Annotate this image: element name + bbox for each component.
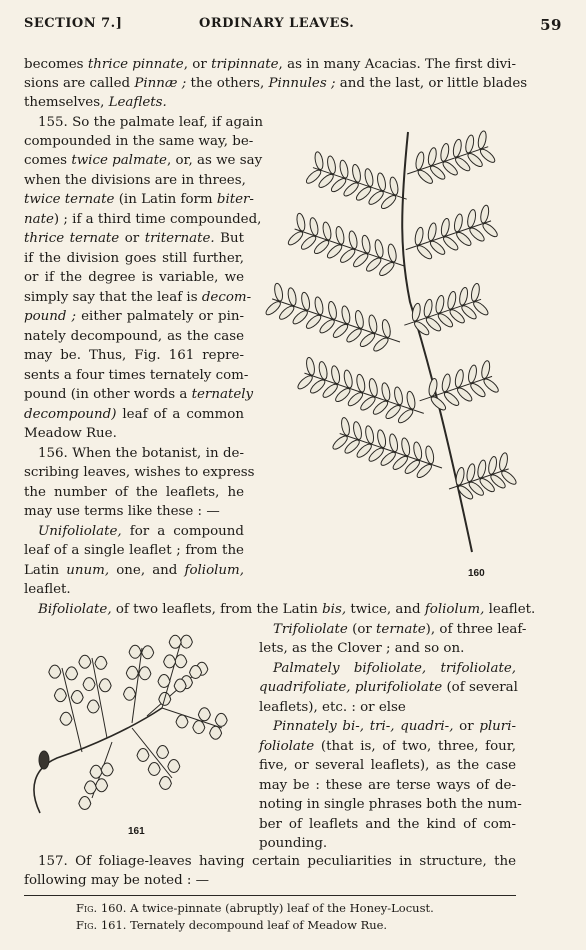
text-line: leaf of a single leaflet ; from the [24,543,244,558]
text-line: Pinnately bi-, tri-, quadri-, or pluri- [273,719,516,734]
leaflet [364,168,375,187]
leaflet [481,221,499,238]
leaflet [335,226,346,245]
chapter-title: ORDINARY LEAVES. [199,16,355,31]
text-line: 157. Of foliage-leaves having certain peculiarities in structure, the [38,854,516,869]
leaflet [381,319,392,338]
text-line: Trifoliolate (or ternate), of three leaf- [273,622,527,637]
text-line: quadrifoliate, plurifoliolate (of several [259,680,518,695]
leaflet [429,395,447,412]
leaflet [427,147,438,166]
leaflet [341,305,352,324]
leaflet [318,318,336,335]
figure-160-illustration [250,112,518,567]
leaflet [193,721,205,734]
leaflet [142,646,154,659]
leaflet [318,361,329,380]
leaflet [96,779,108,792]
leaflet [148,763,160,776]
text-line: sents a four times ternately com- [24,368,249,383]
leaflet [378,260,396,277]
leaflet [126,666,138,679]
text-line: if the division goes still further, [24,251,244,266]
leaflet [455,230,473,247]
leaflet [477,130,488,149]
leaflet [124,687,136,700]
text-line: may be. Thus, Fig. 161 repre- [24,348,244,363]
leaflet [345,327,363,344]
text-line: pound (in other words a ternately [24,387,254,402]
leaflet [139,667,151,680]
leaflet [423,299,434,318]
leaflet [469,381,487,398]
leaflet [452,139,463,158]
leaflet [157,746,169,759]
leaflet [372,336,390,353]
text-line: nately decompound, as the case [24,329,244,344]
text-line: when the divisions are in threes, [24,173,246,188]
leaflet [168,760,180,773]
petiolule [162,708,222,728]
leaflet [355,374,366,393]
text-line: comes twice palmate, or, as we say [24,153,263,168]
leaflet [215,713,227,726]
leaflet [482,377,500,394]
leaflet [287,287,298,306]
leaflet [455,467,466,486]
leaflet [456,386,474,403]
text-line: nate) ; if a third time compounded, [24,212,262,227]
leaflet [464,134,475,153]
leaflet [376,429,387,448]
caption-fig-160: Fig. 160. A twice-pinnate (abruptly) leaf of the Honey-Locust. [76,901,434,915]
leaflet [467,364,478,383]
leaflet [376,172,387,191]
leaflet [466,209,477,228]
text-line: ber of leaflets and the kind of com- [259,817,516,832]
leaflet [487,456,498,475]
leaflet [169,635,181,648]
text-line: may use terms like these : — [24,504,220,519]
leaflet [137,749,149,762]
leaflet [175,655,187,668]
leaflet [174,679,186,692]
text-line: Palmately bifoliolate, trifoliolate, [273,661,517,676]
leaflet [442,235,460,252]
leaflet [428,378,439,397]
leaflet [358,331,376,348]
leaflet [374,239,385,258]
leaflet [264,300,282,317]
leaflet [354,310,365,329]
text-line: noting in single phrases both the num- [259,797,522,812]
leaflet [54,689,66,702]
leaflet [406,391,417,410]
leaflet [331,322,349,339]
figure-161-illustration [22,628,254,833]
text-line: pound ; either palmately or pin- [24,309,244,324]
text-line: simply say that the leaf is decom- [24,290,252,305]
text-line: or if the degree is variable, we [24,270,244,285]
section-label: SECTION 7.] [24,16,123,31]
text-line: decompound) leaf of a common [24,407,244,422]
text-line: becomes thrice pinnate, or tripinnate, as in many Acacias. The first divi- [24,57,516,72]
text-line: following may be noted : — [24,873,210,888]
running-header [24,16,562,36]
text-line: 155. So the palmate leaf, if again [38,115,263,130]
leaflet [453,213,464,232]
leaflet [441,373,452,392]
leaflet [327,301,338,320]
leaflet [343,369,354,388]
text-line: thrice ternate or triternate. But [24,231,244,246]
leaflet [164,655,176,668]
petiolule [92,658,107,738]
leaflet [49,665,61,678]
text-line: themselves, Leaflets. [24,95,167,110]
leaflet [326,155,337,174]
leaflet [446,291,457,310]
text-line: 156. When the botanist, in de- [38,446,244,461]
leaflet [479,205,490,224]
leaflet [84,781,96,794]
leaflet [351,164,362,183]
leaflet [476,459,487,478]
leaflet [129,645,141,658]
leaflet [361,235,372,254]
leaflet [468,226,486,243]
leaflet [348,230,359,249]
leaflet [414,227,425,246]
text-line: Bifoliolate, of two leaflets, from the Latin bis, twice, and foliolum, leaflet. [38,602,536,617]
leaflet [79,797,91,810]
leaflet [322,221,333,240]
leaflet [296,213,307,232]
leaflet [158,675,170,688]
text-line: the number of the leaflets, he [24,485,244,500]
text-line: Latin unum, one, and foliolum, [24,563,244,578]
leaflet [415,151,426,170]
leaflet [387,243,398,262]
leaflet [79,655,91,668]
text-line: Meadow Rue. [24,426,117,441]
leaflet [466,463,477,482]
figure-161-label: 161 [128,826,145,837]
leaflet [330,365,341,384]
leaflet [435,295,446,314]
leaflet [314,296,325,315]
leaflet [273,283,284,302]
leaflet [278,304,296,321]
leaflet [71,690,83,703]
leaflet [60,712,72,725]
leaflet [101,763,113,776]
leaflet [439,143,450,162]
leaflet [442,390,460,407]
text-line: may be : these are terse ways of de- [259,778,516,793]
leaflet [412,441,423,460]
leaflet [381,382,392,401]
text-line: sions are called Pinnæ ; the others, Pinnules ; and the last, or little blades [24,76,528,91]
leaflet [314,151,325,170]
leaflet [368,378,379,397]
leaflet [411,303,422,322]
leaflet [364,425,375,444]
text-line: scribing leaves, wishes to express [24,465,255,480]
text-line: twice ternate (in Latin form biter- [24,192,254,207]
caption-divider [24,895,516,896]
leaflet [339,160,350,179]
leaflet [440,218,451,237]
leaflet [389,176,400,195]
leaflet [427,222,438,241]
leaflet [95,656,107,669]
leaflet [300,292,311,311]
leaflet [368,314,379,333]
leaflet [340,417,351,436]
leaflet [352,421,363,440]
page-number: 59 [540,16,562,34]
leaflet [470,283,481,302]
leaflet [176,715,188,728]
text-line: lets, as the Clover ; and so on. [259,641,465,656]
text-line: five, or several leaflets), as the case [259,758,516,773]
leaflet [415,244,433,261]
leaflet [393,386,404,405]
petiolule [132,648,142,723]
leaflet [286,230,304,247]
leaflet [458,287,469,306]
text-line: Unifoliolate, for a compound [38,524,244,539]
leaflet [388,433,399,452]
leaflet [309,217,320,236]
leaflet [198,708,210,721]
leaflet [66,667,78,680]
leaflet [305,357,316,376]
text-line: pounding. [259,836,328,851]
leaflet [83,678,95,691]
leaflet [291,309,309,326]
leaflet [180,635,192,648]
text-line: compounded in the same way, be- [24,134,254,149]
stipule-sheath [39,751,49,769]
leaflet [428,239,446,256]
leaflet [498,452,509,471]
text-line: leaflet. [24,582,71,597]
petiolule [162,638,182,708]
leaflet [90,765,102,778]
figure-160-label: 160 [468,568,485,579]
leaflet [159,777,171,790]
leaflet [87,700,99,713]
leaflet [99,679,111,692]
text-line: leaflets), etc. : or else [259,700,406,715]
leaflet [480,360,491,379]
text-line: foliolate (that is, of two, three, four, [259,739,516,754]
petiolule [62,668,82,752]
leaflet [210,726,222,739]
caption-fig-161: Fig. 161. Ternately decompound leaf of Meadow Rue. [76,918,388,932]
leaflet [454,369,465,388]
leaflet [424,445,435,464]
leaflet [304,313,322,330]
leaflet [400,437,411,456]
leaflet [190,666,202,679]
